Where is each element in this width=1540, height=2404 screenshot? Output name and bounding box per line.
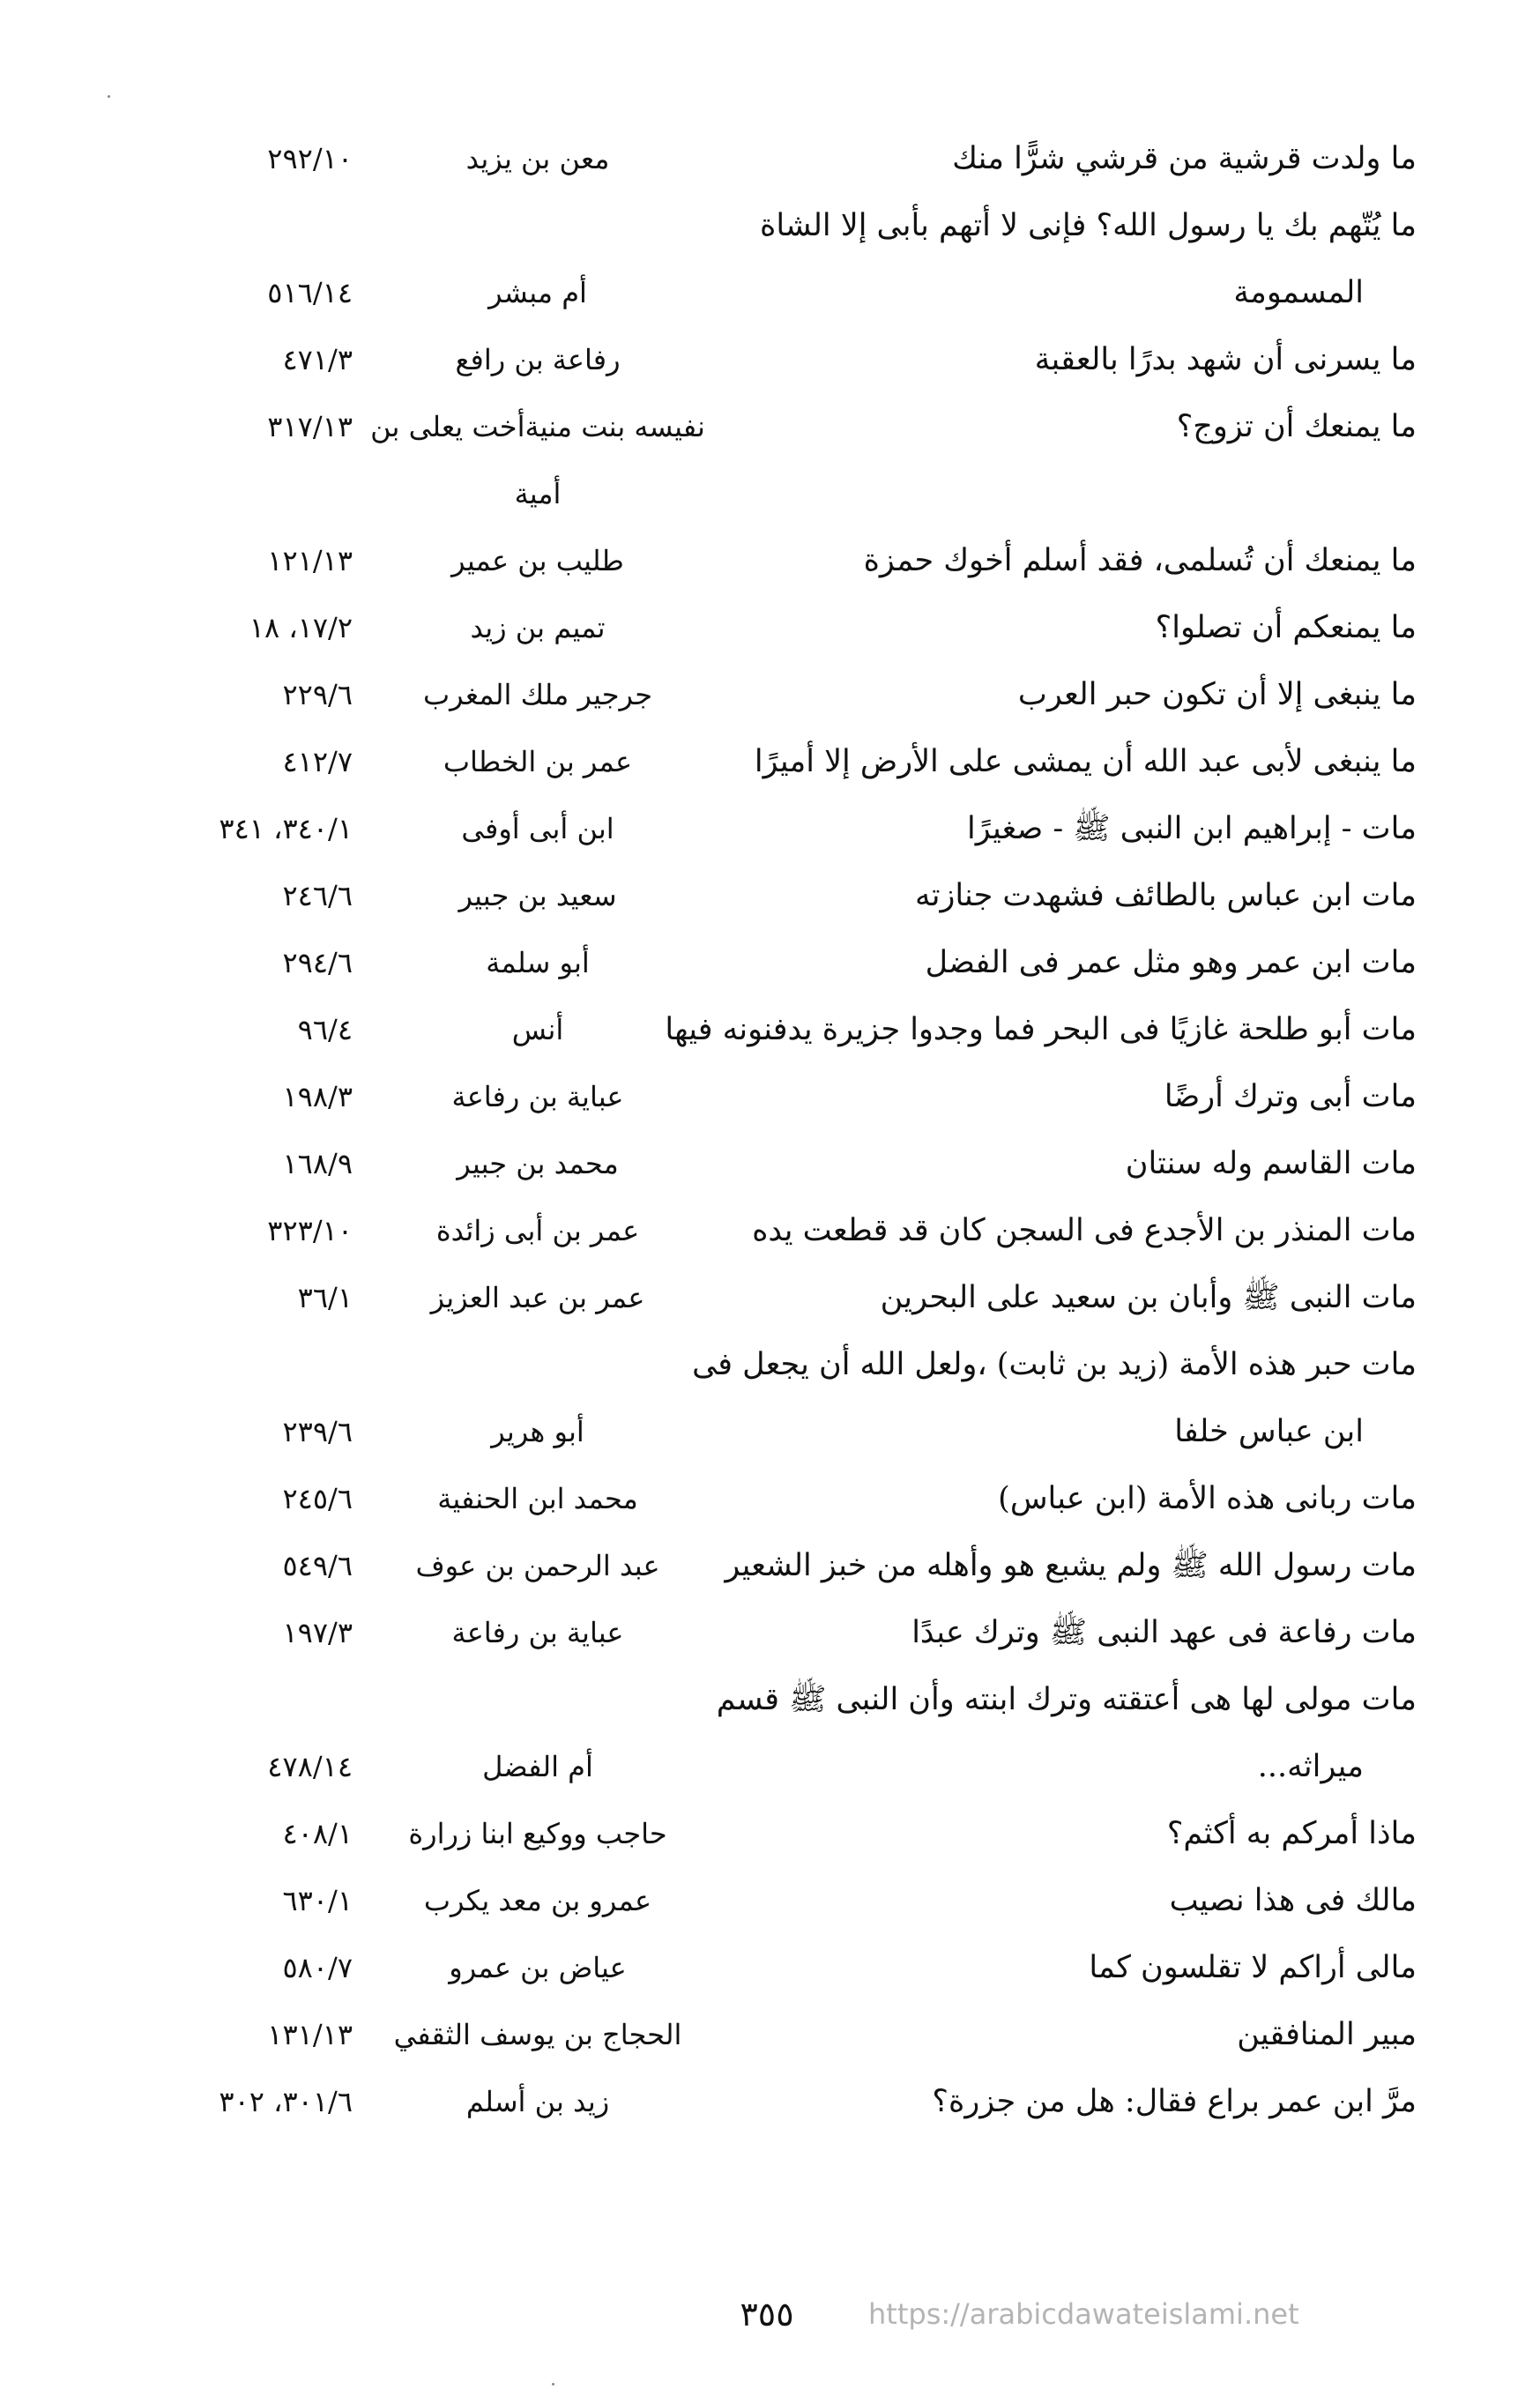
entry-text: مات القاسم وله سنتان bbox=[1125, 1146, 1417, 1181]
page-footer bbox=[0, 2288, 1540, 2341]
entry-text: مات المنذر بن الأجدع فى السجن كان قد قطعت يده bbox=[752, 1213, 1417, 1248]
entry-narrator: سعيد بن جبير bbox=[458, 879, 617, 912]
index-entry bbox=[0, 259, 1540, 326]
entry-reference: ١٦٨/٩ bbox=[282, 1147, 353, 1180]
entry-text: مرَّ ابن عمر براع فقال: هل من جزرة؟ bbox=[932, 2084, 1417, 2119]
index-entry bbox=[0, 192, 1540, 259]
index-entry bbox=[0, 1264, 1540, 1331]
index-entry bbox=[0, 1331, 1540, 1398]
entry-reference: ٢٢٩/٦ bbox=[282, 678, 353, 711]
entry-narrator: عباية بن رفاعة bbox=[451, 1080, 624, 1113]
index-entry bbox=[0, 1733, 1540, 1800]
entry-narrator: جرجير ملك المغرب bbox=[423, 678, 652, 711]
index-entry bbox=[0, 1934, 1540, 2001]
entry-narrator: تميم بن زيد bbox=[470, 611, 606, 644]
index-entry bbox=[0, 1063, 1540, 1130]
index-entry bbox=[0, 1130, 1540, 1197]
entry-text: ما يمنعكم أن تصلوا؟ bbox=[1155, 610, 1417, 645]
entry-text: مات رفاعة فى عهد النبى ﷺ وترك عبدًا bbox=[911, 1615, 1417, 1650]
index-entry bbox=[0, 527, 1540, 594]
entry-reference: ٣٦/١ bbox=[297, 1281, 353, 1314]
entry-narrator: نفيسه بنت منيةأخت يعلى بن bbox=[370, 410, 705, 443]
index-entry bbox=[0, 1532, 1540, 1599]
entry-text: ما ولدت قرشية من قرشي شرًّا منك bbox=[952, 141, 1417, 176]
scan-speck bbox=[552, 2383, 554, 2385]
entry-text: ما يُتّهم بك يا رسول الله؟ فإنى لا أتهم بأبى إلا الشاة bbox=[760, 208, 1417, 243]
entry-text: مات النبى ﷺ وأبان بن سعيد على البحرين bbox=[880, 1280, 1417, 1315]
entry-text: المسمومة bbox=[1233, 275, 1364, 310]
entry-text: مات مولى لها هى أعتقته وترك ابنته وأن النبى ﷺ قسم bbox=[716, 1682, 1417, 1717]
entry-narrator: الحجاج بن يوسف الثقفي bbox=[393, 2018, 682, 2051]
entry-text: ما ينبغى إلا أن تكون حبر العرب bbox=[1017, 677, 1417, 712]
entry-reference: ٤١٢/٧ bbox=[282, 745, 353, 778]
entry-text: ما يمنعك أن تزوج؟ bbox=[1176, 409, 1417, 444]
index-entry bbox=[0, 1666, 1540, 1733]
entry-reference: ٦٣٠/١ bbox=[282, 1884, 353, 1917]
entry-text: مالك فى هذا نصيب bbox=[1169, 1883, 1417, 1918]
entry-narrator: محمد ابن الحنفية bbox=[437, 1482, 638, 1515]
entry-narrator: عمر بن أبى زائدة bbox=[435, 1214, 640, 1247]
entry-narrator: رفاعة بن رافع bbox=[455, 343, 621, 376]
entry-text: ما يسرنى أن شهد بدرًا بالعقبة bbox=[1034, 342, 1417, 377]
entry-narrator: أبو سلمة bbox=[486, 946, 590, 979]
entry-reference: ١٣١/١٣ bbox=[267, 2018, 353, 2051]
index-entry bbox=[0, 393, 1540, 460]
index-entry bbox=[0, 2068, 1540, 2135]
entry-narrator: أنس bbox=[511, 1013, 564, 1046]
index-entry bbox=[0, 1197, 1540, 1264]
entry-text: مالى أراكم لا تقلسون كما bbox=[1089, 1950, 1417, 1985]
index-entry bbox=[0, 862, 1540, 929]
index-entry bbox=[0, 1800, 1540, 1867]
entry-reference: ٣٠١/٦، ٣٠٢ bbox=[219, 2085, 353, 2118]
entry-text: مات ابن عباس بالطائف فشهدت جنازته bbox=[914, 878, 1417, 913]
entry-reference: ٢٤٥/٦ bbox=[282, 1482, 353, 1515]
entry-narrator: معن بن يزيد bbox=[465, 142, 610, 175]
entry-reference: ٣١٧/١٣ bbox=[267, 410, 353, 443]
index-entry bbox=[0, 795, 1540, 862]
entry-narrator: عمر بن عبد العزيز bbox=[430, 1281, 645, 1314]
entry-text: مبير المنافقين bbox=[1237, 2017, 1417, 2052]
entry-reference: ٣٤٠/١، ٣٤١ bbox=[219, 812, 353, 845]
index-entry bbox=[0, 1599, 1540, 1666]
entry-reference: ١٩٨/٣ bbox=[282, 1080, 353, 1113]
entry-narrator: عبد الرحمن بن عوف bbox=[415, 1549, 660, 1582]
quotation-index bbox=[0, 125, 1540, 2135]
entry-text: مات ربانى هذه الأمة (ابن عباس) bbox=[998, 1481, 1417, 1516]
entry-narrator: طليب بن عمير bbox=[451, 544, 624, 577]
entry-reference: ٢٩٢/١٠ bbox=[267, 142, 353, 175]
entry-reference: ٤٧١/٣ bbox=[282, 343, 353, 376]
entry-text: ما ينبغى لأبى عبد الله أن يمشى على الأرض إلا أميرًا bbox=[754, 744, 1417, 779]
entry-reference: ٥١٦/١٤ bbox=[267, 276, 353, 309]
entry-reference: ٤٧٨/١٤ bbox=[267, 1750, 353, 1783]
entry-text: مات - إبراهيم ابن النبى ﷺ - صغيرًا bbox=[967, 811, 1417, 846]
index-entry bbox=[0, 460, 1540, 527]
entry-text: مات أبى وترك أرضًا bbox=[1164, 1079, 1417, 1114]
entry-narrator: أبو هرير bbox=[491, 1415, 584, 1448]
page-number: ٣٥٥ bbox=[740, 2295, 794, 2333]
entry-text: ميراثه... bbox=[1257, 1749, 1364, 1784]
entry-text: مات حبر هذه الأمة (زيد بن ثابت) ،ولعل الله أن يجعل فى bbox=[692, 1347, 1417, 1382]
entry-reference: ١٧/٢، ١٨ bbox=[249, 611, 353, 644]
entry-reference: ٢٣٩/٦ bbox=[282, 1415, 353, 1448]
entry-text: مات رسول الله ﷺ ولم يشبع هو وأهله من خبز الشعير bbox=[725, 1548, 1417, 1583]
entry-narrator: أمية bbox=[514, 477, 562, 510]
index-entry bbox=[0, 1398, 1540, 1465]
scan-speck bbox=[108, 95, 110, 98]
entry-narrator: محمد بن جبير bbox=[457, 1147, 619, 1180]
entry-reference: ٩٦/٤ bbox=[297, 1013, 353, 1046]
entry-narrator: عمرو بن معد يكرب bbox=[423, 1884, 652, 1917]
index-entry bbox=[0, 326, 1540, 393]
entry-reference: ٢٩٤/٦ bbox=[282, 946, 353, 979]
index-entry bbox=[0, 1465, 1540, 1532]
entry-reference: ١٩٧/٣ bbox=[282, 1616, 353, 1649]
entry-reference: ٢٤٦/٦ bbox=[282, 879, 353, 912]
entry-narrator: ابن أبى أوفى bbox=[461, 812, 614, 845]
entry-narrator: حاجب ووكيع ابنا زرارة bbox=[408, 1817, 667, 1850]
entry-narrator: زيد بن أسلم bbox=[465, 2085, 610, 2118]
index-entry bbox=[0, 996, 1540, 1063]
entry-reference: ١٢١/١٣ bbox=[267, 544, 353, 577]
entry-narrator: عباية بن رفاعة bbox=[451, 1616, 624, 1649]
index-entry bbox=[0, 2001, 1540, 2068]
entry-text: ما يمنعك أن تُسلمى، فقد أسلم أخوك حمزة bbox=[863, 543, 1417, 578]
entry-narrator: عياض بن عمرو bbox=[449, 1951, 627, 1984]
index-entry bbox=[0, 728, 1540, 795]
index-entry bbox=[0, 125, 1540, 192]
entry-narrator: عمر بن الخطاب bbox=[443, 745, 633, 778]
watermark-url: https://arabicdawateislami.net bbox=[868, 2297, 1299, 2331]
entry-text: مات ابن عمر وهو مثل عمر فى الفضل bbox=[925, 945, 1417, 980]
index-entry bbox=[0, 661, 1540, 728]
entry-reference: ٥٤٩/٦ bbox=[282, 1549, 353, 1582]
entry-text: ابن عباس خلفا bbox=[1174, 1414, 1364, 1449]
entry-reference: ٣٢٣/١٠ bbox=[267, 1214, 353, 1247]
entry-text: مات أبو طلحة غازيًا فى البحر فما وجدوا جزيرة يدفنونه فيها bbox=[665, 1012, 1417, 1047]
index-entry bbox=[0, 594, 1540, 661]
index-entry bbox=[0, 929, 1540, 996]
entry-reference: ٥٨٠/٧ bbox=[282, 1951, 353, 1984]
entry-narrator: أم الفضل bbox=[482, 1750, 593, 1783]
index-entry bbox=[0, 1867, 1540, 1934]
entry-narrator: أم مبشر bbox=[488, 276, 587, 309]
entry-text: ماذا أمركم به أكثم؟ bbox=[1166, 1816, 1417, 1851]
entry-reference: ٤٠٨/١ bbox=[282, 1817, 353, 1850]
